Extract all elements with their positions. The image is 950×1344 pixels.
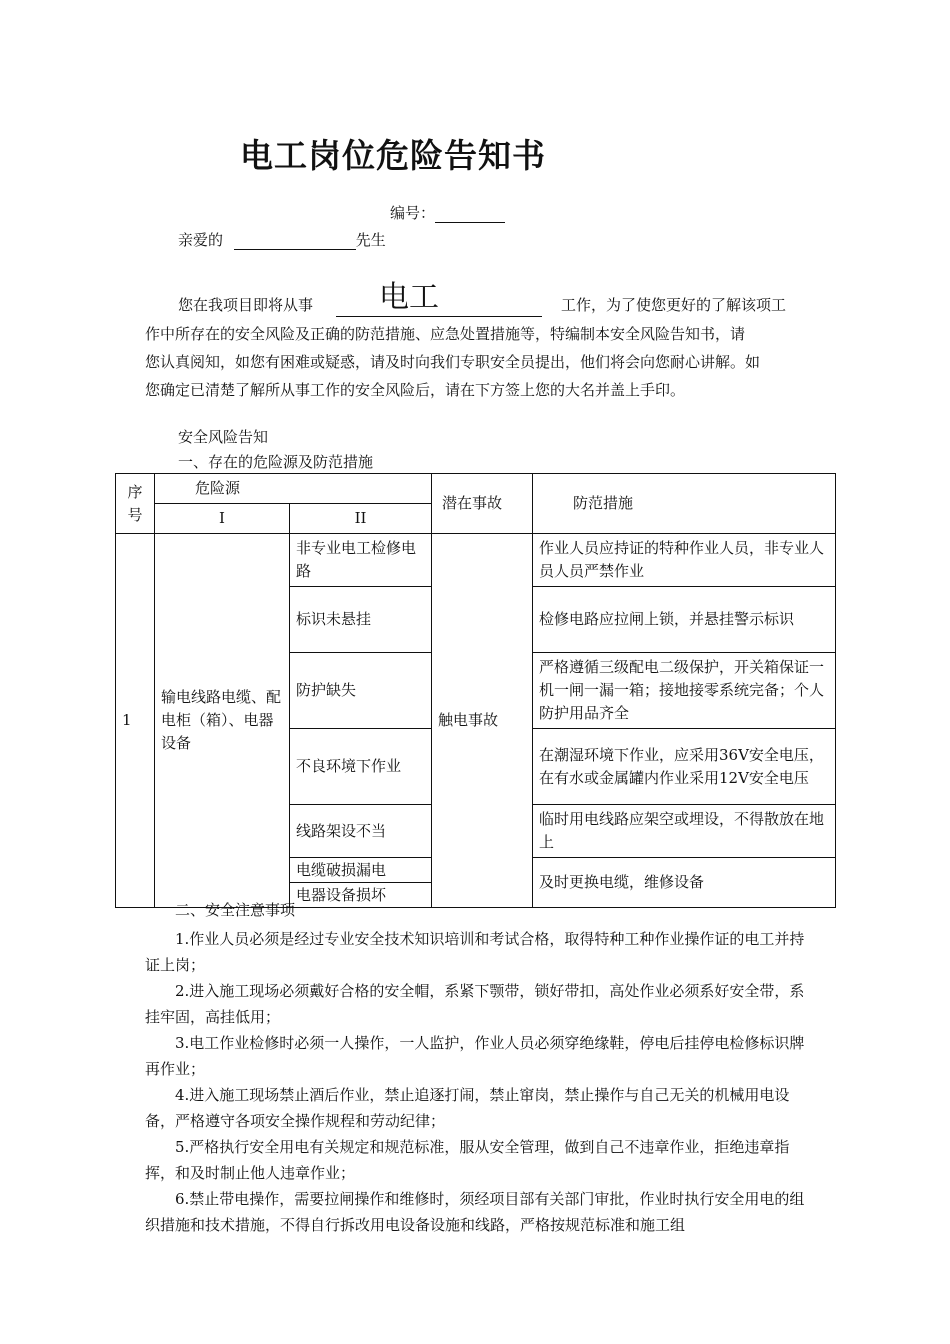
- part1-title: 一、存在的危险源及防范措施: [178, 453, 374, 471]
- measure-item: 及时更换电缆，维修设备: [533, 858, 836, 908]
- note-item: 4.进入施工现场禁止酒后作业，禁止追逐打闹，禁止窜岗，禁止操作与自己无关的机械用电设备，严格遵守各项安全操作规程和劳动纪律；: [145, 1086, 790, 1130]
- header-seq: 序号: [116, 474, 155, 534]
- hazard-item: 不良环境下作业: [290, 729, 432, 805]
- intro-line-2: 作中所存在的安全风险及正确的防范措施、应急处置措施等，特编制本安全风险告知书，请: [145, 325, 746, 343]
- hazard-item: 电缆破损漏电: [290, 858, 432, 883]
- note-item: 5.严格执行安全用电有关规定和规范标准，服从安全管理，做到自己不违章作业，拒绝违章指挥，和及时制止他人违章作业；: [145, 1138, 790, 1182]
- header-accident: 潜在事故: [432, 474, 533, 534]
- serial-number: [390, 202, 505, 223]
- name-blank[interactable]: [234, 233, 356, 250]
- intro-prefix: 您在我项目即将从事: [178, 296, 314, 314]
- section-title: 安全风险告知: [178, 428, 269, 446]
- note-item: 3.电工作业检修时必须一人操作，一人监护，作业人员必须穿绝缘鞋，停电后挂停电检修标识牌再作业；: [145, 1034, 805, 1078]
- hazard-item: 线路架设不当: [290, 805, 432, 858]
- greeting-suffix: 先生: [355, 231, 386, 249]
- hazard-item: 标识未悬挂: [290, 587, 432, 653]
- intro-line-1-end: 工作，为了使您更好的了解该项工: [561, 296, 787, 314]
- hazard-category: 输电线路电缆、配电柜（箱）、电器设备: [155, 534, 290, 908]
- job-name-field[interactable]: [336, 280, 542, 317]
- measure-item: 作业人员应持证的特种作业人员，非专业人员人员严禁作业: [533, 534, 836, 587]
- measure-item: 临时用电线路应架空或埋设，不得散放在地上: [533, 805, 836, 858]
- job-name: 电工: [379, 280, 439, 315]
- measure-item: 严格遵循三级配电二级保护，开关箱保证一机一闸一漏一箱；接地接零系统完备；个人防护用品齐全: [533, 653, 836, 729]
- measure-item: 检修电路应拉闸上锁，并悬挂警示标识: [533, 587, 836, 653]
- safety-notes: [145, 897, 810, 1238]
- header-measures: 防范措施: [533, 474, 836, 534]
- intro-line-3: 您认真阅知，如您有困难或疑惑，请及时向我们专职安全员提出，他们将会向您耐心讲解。如: [145, 353, 761, 371]
- hazard-item: 非专业电工检修电路: [290, 534, 432, 587]
- greeting: [178, 229, 386, 250]
- part2-title: 二、安全注意事项: [175, 901, 296, 919]
- header-level-1: I: [155, 504, 290, 534]
- accident-cell: 触电事故: [432, 534, 533, 908]
- note-item: 2.进入施工现场必须戴好合格的安全帽，系紧下颚带，锁好带扣，高处作业必须系好安全带，系挂牢固，高挂低用；: [145, 982, 805, 1026]
- note-item: 6.禁止带电操作，需要拉闸操作和维修时，须经项目部有关部门审批，作业时执行安全用电的组织措施和技术措施，不得自行拆改用电设备设施和线路，严格按规范标准和施工组: [145, 1190, 805, 1234]
- intro-line-1: [178, 294, 313, 315]
- header-level-2: II: [290, 504, 432, 534]
- greeting-prefix: 亲爱的: [178, 231, 224, 249]
- serial-blank[interactable]: [435, 206, 505, 223]
- header-hazard: 危险源: [155, 474, 432, 504]
- hazard-table: [115, 473, 836, 908]
- serial-label: 编号：: [390, 204, 436, 222]
- row-seq: 1: [116, 534, 155, 908]
- hazard-item: 电器设备损坏: [290, 883, 432, 908]
- note-item: 1.作业人员必须是经过专业安全技术知识培训和考试合格，取得特种工种作业操作证的电工并持证上岗；: [145, 930, 805, 974]
- page-title: 电工岗位危险告知书: [240, 136, 546, 175]
- hazard-item: 防护缺失: [290, 653, 432, 729]
- measure-item: 在潮湿环境下作业，应采用36V安全电压，在有水或金属罐内作业采用12V安全电压: [533, 729, 836, 805]
- intro-line-4: 您确定已清楚了解所从事工作的安全风险后，请在下方签上您的大名并盖上手印。: [145, 381, 686, 399]
